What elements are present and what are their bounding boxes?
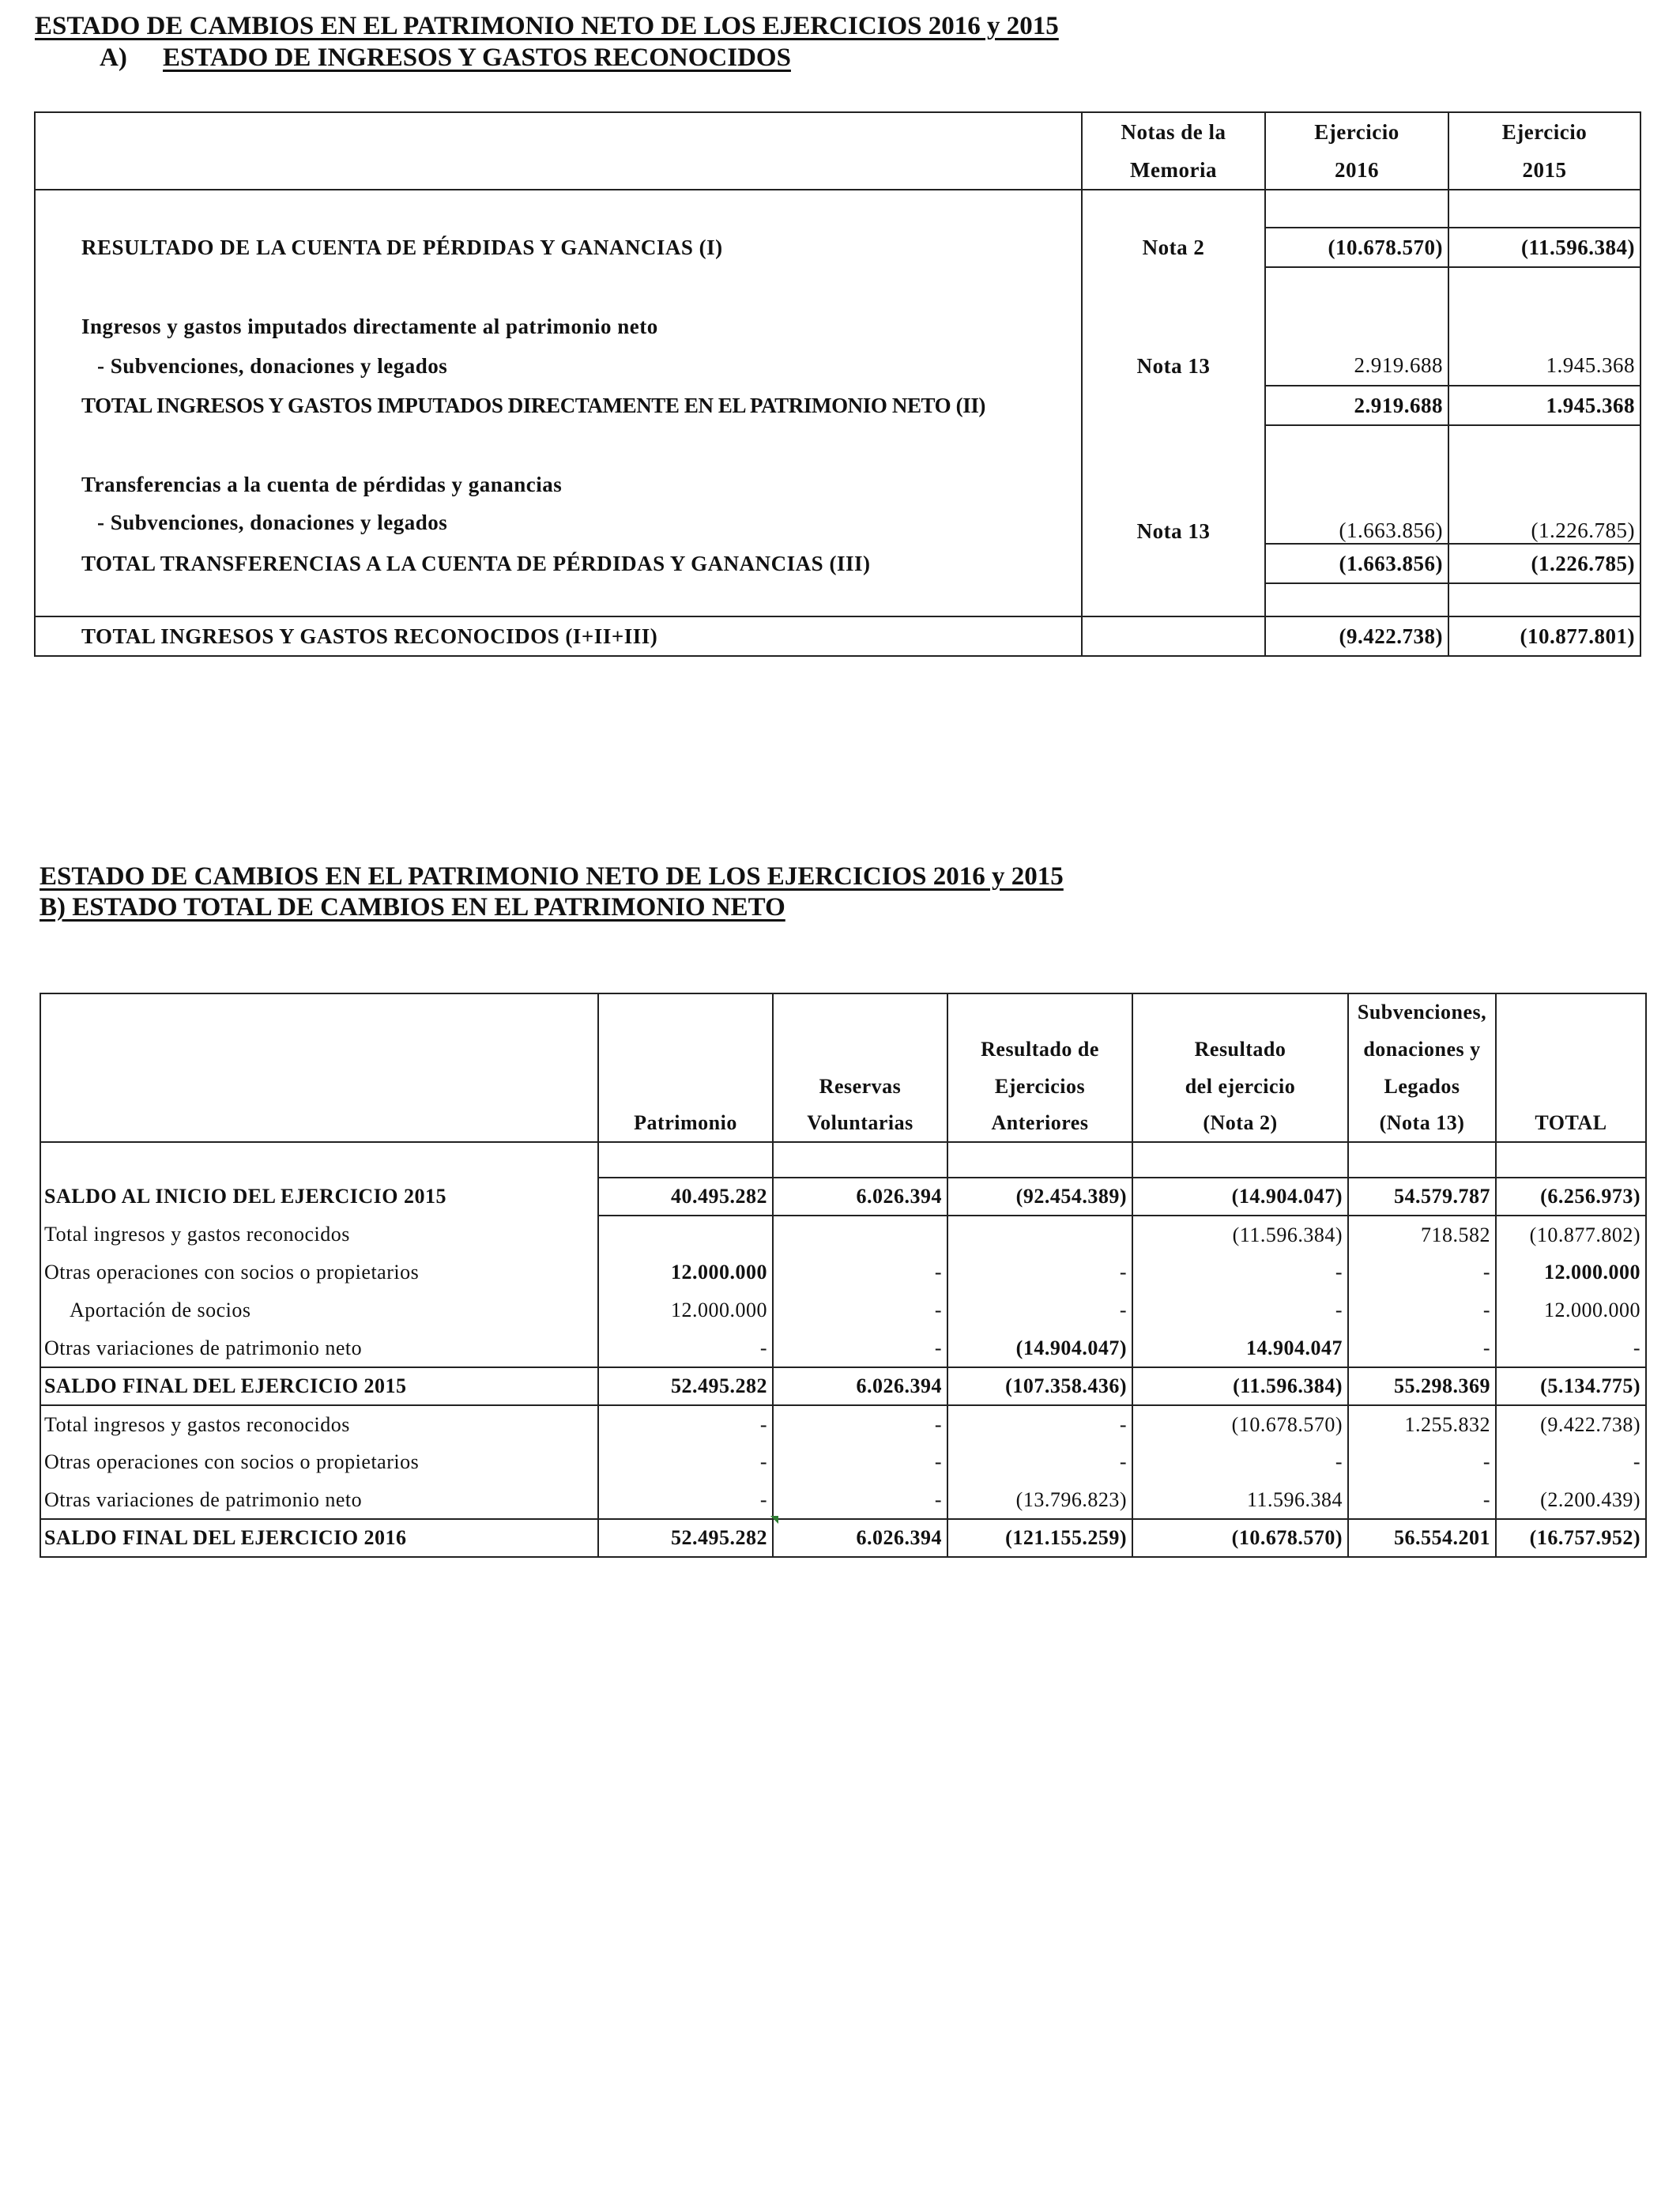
cell-total: (9.422.738): [1496, 1405, 1646, 1443]
cell-res-ej: 11.596.384: [1132, 1481, 1348, 1519]
cell-reservas: -: [773, 1291, 947, 1329]
row-total-reconocidos: [35, 616, 1640, 656]
row-label: Transferencias a la cuenta de pérdidas y ganancias: [81, 472, 563, 496]
row-label: Total ingresos y gastos reconocidos: [44, 1412, 350, 1436]
cell-total: (16.757.952): [1496, 1519, 1646, 1557]
cell-reservas: 6.026.394: [773, 1178, 947, 1216]
row-label: SALDO FINAL DEL EJERCICIO 2016: [44, 1526, 407, 1549]
header-nota-2: (Nota 2): [1132, 1105, 1348, 1142]
row-label: Otras operaciones con socios o propietarios: [44, 1450, 420, 1473]
cell-reservas: -: [773, 1329, 947, 1367]
row-label: Ingresos y gastos imputados directamente al patrimonio neto: [81, 314, 658, 338]
cell-patrimonio: -: [598, 1481, 773, 1519]
header-notes: Notas de la: [1082, 112, 1265, 152]
table-row: [40, 1481, 1646, 1519]
value-2016: (9.422.738): [1265, 616, 1448, 656]
header-anteriores: Anteriores: [947, 1105, 1132, 1142]
table-row: [40, 1329, 1646, 1367]
cell-reservas: -: [773, 1253, 947, 1291]
table-row: [40, 1367, 1646, 1405]
cell-patrimonio: 12.000.000: [598, 1291, 773, 1329]
cell-res-ant: (14.904.047): [947, 1329, 1132, 1367]
header-del-ejercicio: del ejercicio: [1132, 1068, 1348, 1105]
table-row: [40, 1178, 1646, 1216]
cell-subv: -: [1348, 1329, 1496, 1367]
cambios-patrimonio-table: [40, 993, 1647, 1558]
cell-res-ej: -: [1132, 1443, 1348, 1481]
row-label: - Subvenciones, donaciones y legados: [97, 353, 448, 378]
value-2016: (1.663.856): [1265, 504, 1448, 544]
cell-total: (6.256.973): [1496, 1178, 1646, 1216]
ingresos-gastos-table: [34, 111, 1641, 657]
value-2015: (10.877.801): [1448, 616, 1640, 656]
row-subvenciones-2: [35, 504, 1640, 544]
header-ejercicio-2015: Ejercicio: [1448, 112, 1640, 152]
cell-subv: -: [1348, 1481, 1496, 1519]
cell-total: -: [1496, 1329, 1646, 1367]
cell-patrimonio: -: [598, 1405, 773, 1443]
cell-res-ej: (10.678.570): [1132, 1405, 1348, 1443]
row-label: TOTAL INGRESOS Y GASTOS IMPUTADOS DIRECTAMENTE EN EL PATRIMONIO NETO (II): [81, 393, 986, 417]
cell-patrimonio: 52.495.282: [598, 1367, 773, 1405]
cell-subv: -: [1348, 1443, 1496, 1481]
cell-total: 12.000.000: [1496, 1253, 1646, 1291]
value-2015: 1.945.368: [1448, 386, 1640, 425]
cell-reservas: -: [773, 1405, 947, 1443]
row-note: Nota 2: [1082, 228, 1265, 267]
cell-res-ant: (13.796.823): [947, 1481, 1132, 1519]
section-b-title: ESTADO DE CAMBIOS EN EL PATRIMONIO NETO DE LOS EJERCICIOS 2016 y 2015: [40, 862, 1064, 891]
cell-subv: 56.554.201: [1348, 1519, 1496, 1557]
row-label: - Subvenciones, donaciones y legados: [97, 511, 448, 534]
cell-reservas: [773, 1216, 947, 1253]
cell-reservas: -: [773, 1443, 947, 1481]
row-note: Nota 13: [1082, 346, 1265, 386]
cell-reservas: 6.026.394: [773, 1367, 947, 1405]
table-row: [40, 1405, 1646, 1443]
cell-total: (10.877.802): [1496, 1216, 1646, 1253]
cell-patrimonio: [598, 1216, 773, 1253]
cell-patrimonio: 12.000.000: [598, 1253, 773, 1291]
table-row: [40, 1519, 1646, 1557]
row-resultado: [35, 228, 1640, 267]
table-row: [40, 1253, 1646, 1291]
section-a-title: ESTADO DE CAMBIOS EN EL PATRIMONIO NETO DE LOS EJERCICIOS 2016 y 2015: [35, 12, 1059, 40]
row-label: Otras operaciones con socios o propietarios: [44, 1261, 420, 1284]
cell-subv: -: [1348, 1253, 1496, 1291]
row-note: Nota 13: [1082, 504, 1265, 544]
row-total-ii: [35, 386, 1640, 425]
cell-res-ant: (121.155.259): [947, 1519, 1132, 1557]
cell-res-ant: -: [947, 1253, 1132, 1291]
section-a-subtitle-letter: A): [100, 43, 127, 72]
cell-res-ej: (11.596.384): [1132, 1216, 1348, 1253]
cell-res-ant: -: [947, 1291, 1132, 1329]
cell-subv: 1.255.832: [1348, 1405, 1496, 1443]
header-subvenciones: Subvenciones,: [1348, 993, 1496, 1031]
value-2015: (11.596.384): [1448, 228, 1640, 267]
header-resultado-de: Resultado de: [947, 1031, 1132, 1068]
cell-total: 12.000.000: [1496, 1291, 1646, 1329]
row-label: Aportación de socios: [70, 1299, 251, 1321]
table-row: [40, 1443, 1646, 1481]
header-ejercicios: Ejercicios: [947, 1068, 1132, 1105]
cell-total: (2.200.439): [1496, 1481, 1646, 1519]
cell-reservas: 6.026.394: [773, 1519, 947, 1557]
row-transferencias: [35, 465, 1640, 504]
row-label: TOTAL TRANSFERENCIAS A LA CUENTA DE PÉRDIDAS Y GANANCIAS (III): [81, 551, 871, 575]
header-nota-13: (Nota 13): [1348, 1105, 1496, 1142]
cell-patrimonio: 40.495.282: [598, 1178, 773, 1216]
header-patrimonio: Patrimonio: [598, 1105, 773, 1142]
header-resultado: Resultado: [1132, 1031, 1348, 1068]
header-legados: Legados: [1348, 1068, 1496, 1105]
value-2015: (1.226.785): [1448, 504, 1640, 544]
cell-marker-icon: [770, 1516, 778, 1524]
cell-res-ej: -: [1132, 1291, 1348, 1329]
header-voluntarias: Voluntarias: [773, 1105, 947, 1142]
row-label: SALDO FINAL DEL EJERCICIO 2015: [44, 1374, 407, 1397]
row-total-iii: [35, 544, 1640, 583]
row-label: Otras variaciones de patrimonio neto: [44, 1336, 363, 1359]
section-b-subtitle: B) ESTADO TOTAL DE CAMBIOS EN EL PATRIMONIO NETO: [40, 893, 785, 922]
cell-res-ant: -: [947, 1405, 1132, 1443]
cell-res-ant: -: [947, 1443, 1132, 1481]
row-label: RESULTADO DE LA CUENTA DE PÉRDIDAS Y GANANCIAS (I): [81, 235, 723, 259]
cell-res-ant: [947, 1216, 1132, 1253]
cell-patrimonio: -: [598, 1329, 773, 1367]
header-year-2015: 2015: [1448, 152, 1640, 190]
row-subvenciones-1: [35, 346, 1640, 386]
cell-patrimonio: -: [598, 1443, 773, 1481]
cell-reservas: -: [773, 1481, 947, 1519]
cell-total: -: [1496, 1443, 1646, 1481]
value-2016: 2.919.688: [1265, 386, 1448, 425]
header-reservas: Reservas: [773, 1068, 947, 1105]
table-row: [40, 1291, 1646, 1329]
row-label: SALDO AL INICIO DEL EJERCICIO 2015: [44, 1185, 446, 1208]
header-memoria: Memoria: [1082, 152, 1265, 190]
header-donaciones: donaciones y: [1348, 1031, 1496, 1068]
value-2015: (1.226.785): [1448, 544, 1640, 583]
header-year-2016: 2016: [1265, 152, 1448, 190]
cell-res-ej: (10.678.570): [1132, 1519, 1348, 1557]
cell-res-ej: (14.904.047): [1132, 1178, 1348, 1216]
value-2016: 2.919.688: [1265, 346, 1448, 386]
header-ejercicio-2016: Ejercicio: [1265, 112, 1448, 152]
row-ingresos-imputados: [35, 307, 1640, 346]
cell-res-ej: -: [1132, 1253, 1348, 1291]
cell-res-ant: (107.358.436): [947, 1367, 1132, 1405]
cell-subv: 55.298.369: [1348, 1367, 1496, 1405]
cell-subv: -: [1348, 1291, 1496, 1329]
cell-total: (5.134.775): [1496, 1367, 1646, 1405]
cell-res-ant: (92.454.389): [947, 1178, 1132, 1216]
table-row: [40, 1216, 1646, 1253]
cell-subv: 718.582: [1348, 1216, 1496, 1253]
section-a-subtitle: ESTADO DE INGRESOS Y GASTOS RECONOCIDOS: [163, 43, 791, 72]
row-label: Total ingresos y gastos reconocidos: [44, 1223, 350, 1246]
row-label: TOTAL INGRESOS Y GASTOS RECONOCIDOS (I+II+III): [81, 624, 658, 648]
row-label: Otras variaciones de patrimonio neto: [44, 1487, 363, 1511]
header-total: TOTAL: [1496, 1105, 1646, 1142]
cell-subv: 54.579.787: [1348, 1178, 1496, 1216]
value-2016: (10.678.570): [1265, 228, 1448, 267]
cell-res-ej: 14.904.047: [1132, 1329, 1348, 1367]
value-2015: 1.945.368: [1448, 346, 1640, 386]
cell-res-ej: (11.596.384): [1132, 1367, 1348, 1405]
cell-patrimonio: 52.495.282: [598, 1519, 773, 1557]
value-2016: (1.663.856): [1265, 544, 1448, 583]
